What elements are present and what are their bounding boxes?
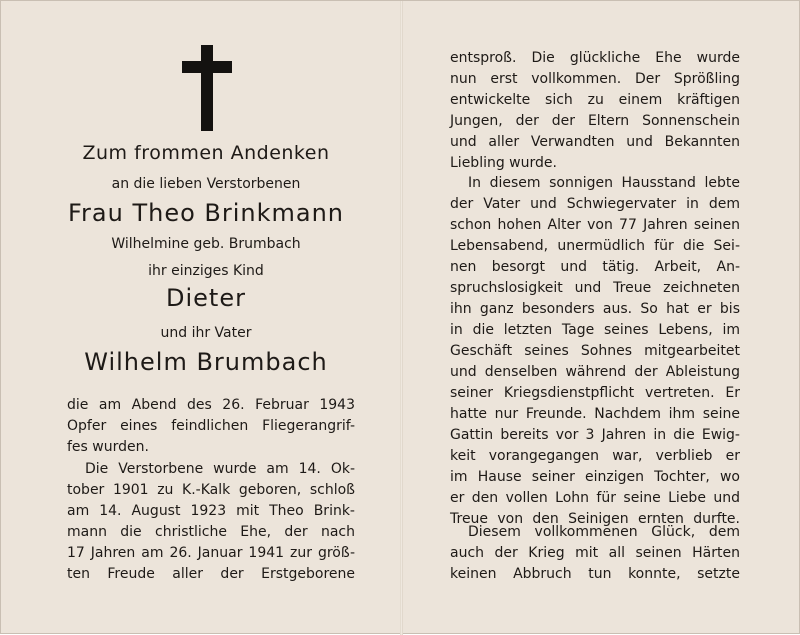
text-line: am 14. August 1923 mit Theo Brink- <box>67 503 355 519</box>
text-line: er den vollen Lohn für seine Liebe und <box>450 490 740 506</box>
text-line: Geschäft seines Sohnes mitgearbeitet <box>450 343 740 359</box>
text-line: im Hause seiner einzigen Tochter, wo <box>450 469 740 485</box>
right-page <box>403 1 800 635</box>
text-line: auch der Krieg mit all seinen Härten <box>450 545 740 561</box>
text-line: der Vater und Schwiegervater in dem <box>450 196 740 212</box>
paragraph-biography <box>67 459 355 585</box>
child-line: ihr einziges Kind <box>148 263 264 279</box>
paragraph-ending <box>450 522 740 585</box>
paragraph-death <box>67 395 355 458</box>
text-line: 17 Jahren am 26. Januar 1941 zur größ- <box>67 545 355 561</box>
heading-andenken: Zum frommen Andenken <box>82 142 330 164</box>
text-line: Die Verstorbene wurde am 14. Ok- <box>85 461 355 477</box>
text-line: In diesem sonnigen Hausstand lebte <box>468 175 740 191</box>
text-line: seiner Kriegsdienstpflicht vertreten. Er <box>450 385 740 401</box>
paragraph-son <box>450 48 740 174</box>
father-line: und ihr Vater <box>160 325 252 341</box>
name-wilhelm-brumbach: Wilhelm Brumbach <box>84 348 328 376</box>
text-line: ihn ganz besonders aus. So hat er bis <box>450 301 740 317</box>
text-line: Treue von den Seinigen ernten durfte. <box>450 511 740 527</box>
text-line: nun erst vollkommen. Der Sprößling <box>450 71 740 87</box>
text-line: hatte nur Freunde. Nachdem ihm seine <box>450 406 740 422</box>
text-line: und denselben während der Ableistung <box>450 364 740 380</box>
text-line: entsproß. Die glückliche Ehe wurde <box>450 50 740 66</box>
text-line: keit vorangegangen war, verblieb er <box>450 448 740 464</box>
intro-line: an die lieben Verstorbenen <box>111 176 301 192</box>
text-line: Opfer eines feindlichen Fliegerangrif- <box>67 418 355 434</box>
text-line: keinen Abbruch tun konnte, setzte <box>450 566 740 582</box>
text-line: die am Abend des 26. Februar 1943 <box>67 397 355 413</box>
left-page <box>1 1 400 635</box>
name-dieter: Dieter <box>166 284 246 312</box>
text-line: mann die christliche Ehe, der nach <box>67 524 355 540</box>
maiden-name-line: Wilhelmine geb. Brumbach <box>111 236 301 252</box>
text-line: Liebling wurde. <box>450 155 557 171</box>
text-line: Jungen, der der Eltern Sonnenschein <box>450 113 740 129</box>
text-line: fes wurden. <box>67 439 149 455</box>
text-line: nen besorgt und tätig. Arbeit, An- <box>450 259 740 275</box>
text-line: und aller Verwandten und Bekannten <box>450 134 740 150</box>
name-theo-brinkmann: Frau Theo Brinkmann <box>67 199 345 227</box>
paragraph-father <box>450 173 740 530</box>
text-line: Gattin bereits vor 3 Jahren in die Ewig- <box>450 427 740 443</box>
text-line: entwickelte sich zu einem kräftigen <box>450 92 740 108</box>
text-line: spruchslosigkeit und Treue zeichneten <box>450 280 740 296</box>
cross-icon <box>182 45 232 131</box>
text-line: schon hohen Alter von 77 Jahren seinen <box>450 217 740 233</box>
text-line: tober 1901 zu K.-Kalk geboren, schloß <box>67 482 355 498</box>
text-line: Lebensabend, unermüdlich für die Sei- <box>450 238 740 254</box>
text-line: Diesem vollkommenen Glück, dem <box>468 524 740 540</box>
text-line: ten Freude aller der Erstgeborene <box>67 566 355 582</box>
text-line: in die letzten Tage seines Lebens, im <box>450 322 740 338</box>
